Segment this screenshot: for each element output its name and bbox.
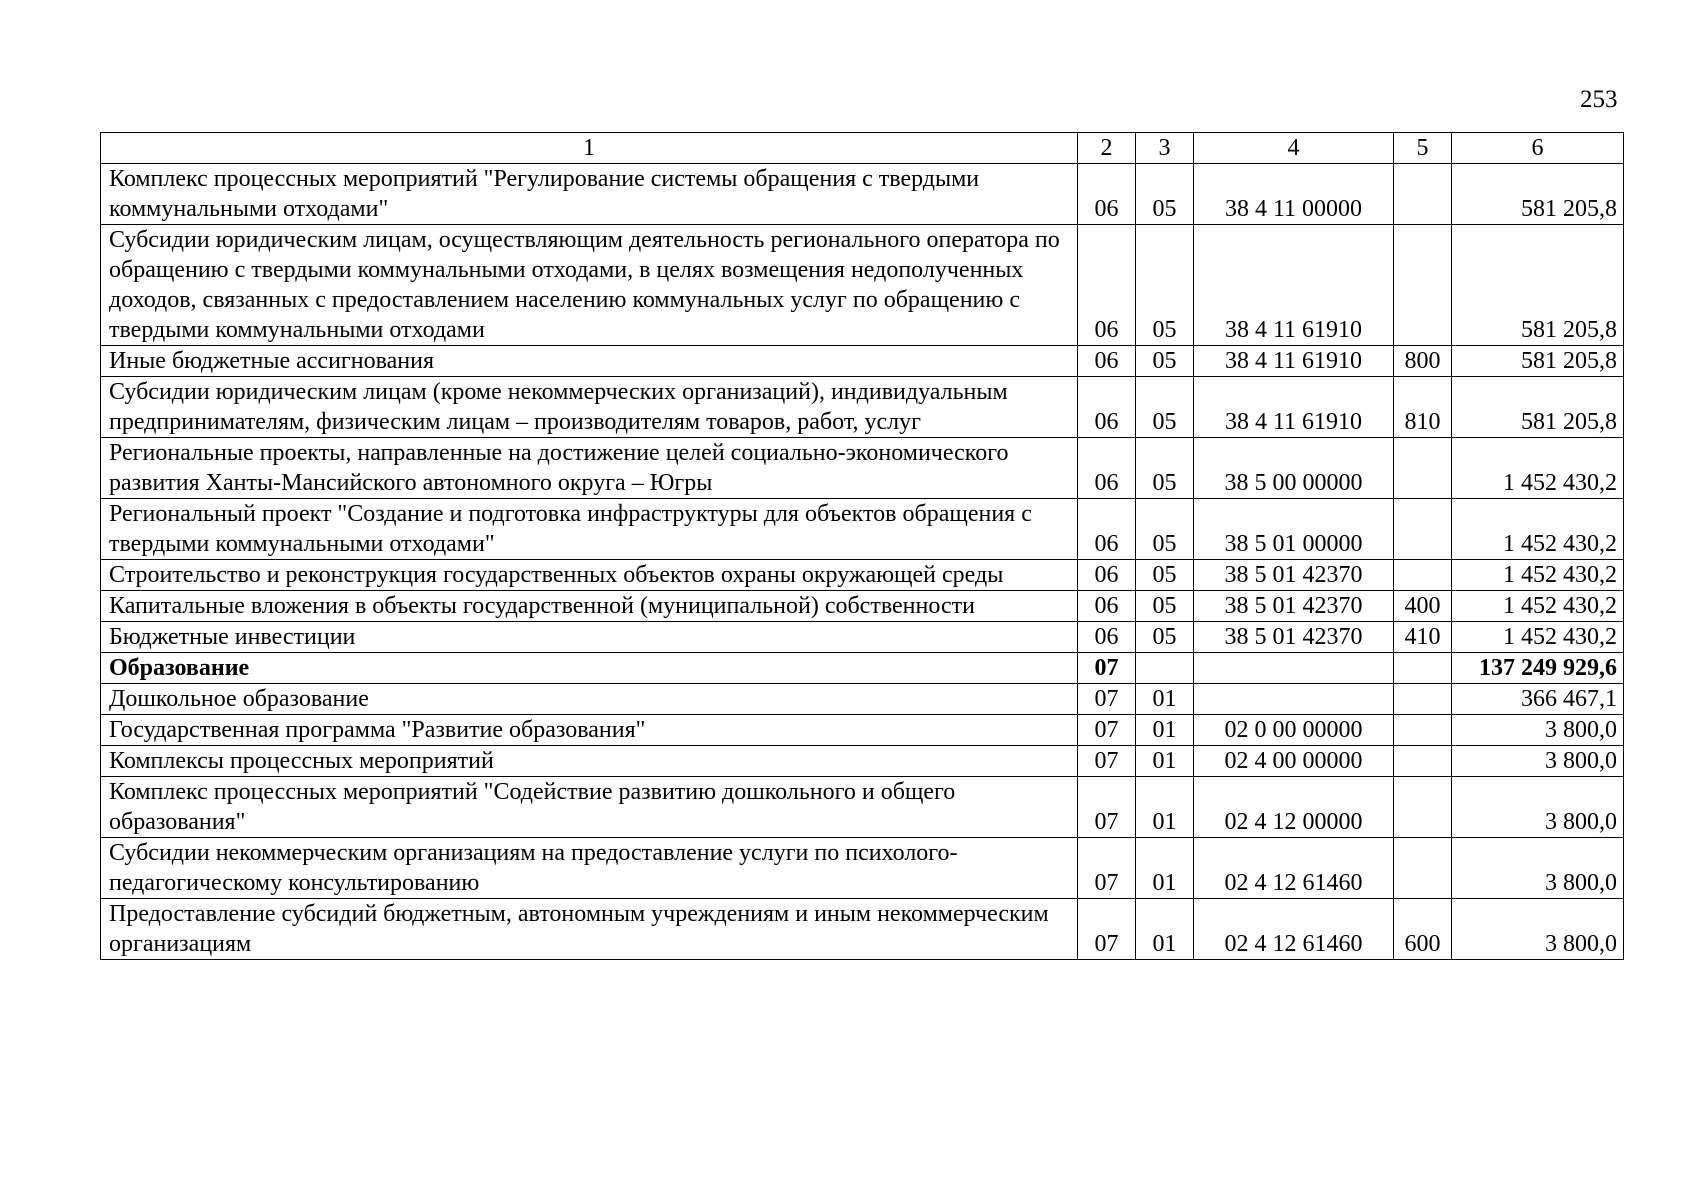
row-subsection: 01 (1136, 899, 1194, 960)
row-section: 07 (1078, 684, 1136, 715)
row-subsection: 05 (1136, 438, 1194, 499)
row-subsection: 01 (1136, 684, 1194, 715)
header-cell-3: 3 (1136, 133, 1194, 164)
row-name: Предоставление субсидий бюджетным, автономным учреждениям и иным некоммерческим организациям (101, 899, 1078, 960)
row-subsection: 05 (1136, 622, 1194, 653)
row-expense-type (1394, 499, 1452, 560)
row-section: 07 (1078, 746, 1136, 777)
row-subsection: 01 (1136, 715, 1194, 746)
row-section: 06 (1078, 499, 1136, 560)
row-section: 06 (1078, 438, 1136, 499)
row-target-code: 38 4 11 61910 (1194, 225, 1394, 346)
row-target-code: 38 4 11 61910 (1194, 346, 1394, 377)
row-amount: 581 205,8 (1452, 377, 1624, 438)
row-expense-type: 800 (1394, 346, 1452, 377)
row-target-code: 38 4 11 00000 (1194, 164, 1394, 225)
row-amount: 1 452 430,2 (1452, 622, 1624, 653)
row-section: 06 (1078, 591, 1136, 622)
row-section: 06 (1078, 346, 1136, 377)
row-name: Субсидии некоммерческим организациям на предоставление услуги по психолого-педагогическому консультированию (101, 838, 1078, 899)
row-section: 06 (1078, 225, 1136, 346)
row-section: 06 (1078, 377, 1136, 438)
header-cell-4: 4 (1194, 133, 1394, 164)
row-name: Государственная программа "Развитие образования" (101, 715, 1078, 746)
row-subsection: 01 (1136, 838, 1194, 899)
row-expense-type: 600 (1394, 899, 1452, 960)
row-target-code: 38 5 01 00000 (1194, 499, 1394, 560)
table-row (101, 622, 1624, 653)
table-header-row (101, 133, 1624, 164)
table-row (101, 838, 1624, 899)
row-amount: 3 800,0 (1452, 899, 1624, 960)
row-amount: 3 800,0 (1452, 715, 1624, 746)
row-section: 07 (1078, 715, 1136, 746)
row-expense-type (1394, 684, 1452, 715)
row-amount: 1 452 430,2 (1452, 438, 1624, 499)
row-subsection: 05 (1136, 560, 1194, 591)
table-row (101, 560, 1624, 591)
row-name: Дошкольное образование (101, 684, 1078, 715)
row-name: Региональный проект "Создание и подготовка инфраструктуры для объектов обращения с твердыми коммунальными отходами" (101, 499, 1078, 560)
row-expense-type (1394, 838, 1452, 899)
row-expense-type (1394, 746, 1452, 777)
table-row (101, 225, 1624, 346)
table-row (101, 899, 1624, 960)
page-number: 253 (1580, 86, 1618, 113)
row-target-code: 02 4 12 61460 (1194, 838, 1394, 899)
row-subsection: 05 (1136, 346, 1194, 377)
header-cell-2: 2 (1078, 133, 1136, 164)
row-expense-type: 400 (1394, 591, 1452, 622)
row-expense-type (1394, 225, 1452, 346)
row-expense-type (1394, 777, 1452, 838)
row-target-code (1194, 653, 1394, 684)
row-subsection (1136, 653, 1194, 684)
row-expense-type (1394, 164, 1452, 225)
row-subsection: 01 (1136, 777, 1194, 838)
row-target-code: 38 5 01 42370 (1194, 622, 1394, 653)
row-amount: 366 467,1 (1452, 684, 1624, 715)
row-amount: 1 452 430,2 (1452, 591, 1624, 622)
budget-table (100, 132, 1624, 960)
table-row (101, 346, 1624, 377)
row-target-code: 38 5 01 42370 (1194, 560, 1394, 591)
row-target-code: 38 5 01 42370 (1194, 591, 1394, 622)
row-section: 07 (1078, 899, 1136, 960)
row-expense-type: 810 (1394, 377, 1452, 438)
header-cell-6: 6 (1452, 133, 1624, 164)
header-cell-1: 1 (101, 133, 1078, 164)
row-section: 07 (1078, 653, 1136, 684)
row-target-code: 02 0 00 00000 (1194, 715, 1394, 746)
row-expense-type (1394, 438, 1452, 499)
table-row (101, 715, 1624, 746)
row-target-code: 38 4 11 61910 (1194, 377, 1394, 438)
table-row (101, 591, 1624, 622)
table-row (101, 438, 1624, 499)
table-row (101, 684, 1624, 715)
row-subsection: 01 (1136, 746, 1194, 777)
row-section: 07 (1078, 838, 1136, 899)
row-amount: 581 205,8 (1452, 164, 1624, 225)
row-amount: 3 800,0 (1452, 838, 1624, 899)
row-target-code: 02 4 12 00000 (1194, 777, 1394, 838)
row-expense-type (1394, 560, 1452, 591)
row-section: 06 (1078, 560, 1136, 591)
row-target-code: 02 4 00 00000 (1194, 746, 1394, 777)
table-row (101, 377, 1624, 438)
row-target-code: 02 4 12 61460 (1194, 899, 1394, 960)
row-subsection: 05 (1136, 591, 1194, 622)
row-name: Комплекс процессных мероприятий "Содействие развитию дошкольного и общего образования" (101, 777, 1078, 838)
row-expense-type (1394, 715, 1452, 746)
row-amount: 1 452 430,2 (1452, 560, 1624, 591)
row-name: Бюджетные инвестиции (101, 622, 1078, 653)
table-row-section-heading (101, 653, 1624, 684)
row-name: Строительство и реконструкция государственных объектов охраны окружающей среды (101, 560, 1078, 591)
row-subsection: 05 (1136, 164, 1194, 225)
row-amount: 137 249 929,6 (1452, 653, 1624, 684)
row-section: 06 (1078, 622, 1136, 653)
row-subsection: 05 (1136, 377, 1194, 438)
row-subsection: 05 (1136, 225, 1194, 346)
row-name: Региональные проекты, направленные на достижение целей социально-экономического развития Ханты-Мансийского автономного округа – Югры (101, 438, 1078, 499)
header-cell-5: 5 (1394, 133, 1452, 164)
row-amount: 3 800,0 (1452, 746, 1624, 777)
row-section: 06 (1078, 164, 1136, 225)
row-name: Иные бюджетные ассигнования (101, 346, 1078, 377)
row-name: Комплексы процессных мероприятий (101, 746, 1078, 777)
row-amount: 3 800,0 (1452, 777, 1624, 838)
table-row (101, 164, 1624, 225)
row-expense-type: 410 (1394, 622, 1452, 653)
row-amount: 1 452 430,2 (1452, 499, 1624, 560)
row-name: Субсидии юридическим лицам, осуществляющим деятельность регионального оператора по обращению с твердыми коммунальными отходами, в целях возмещения недополученных доходов, связанных с предоставлением населению коммунальных услуг по обращению с твердыми коммунальными отходами (101, 225, 1078, 346)
table-row (101, 777, 1624, 838)
row-name: Субсидии юридическим лицам (кроме некоммерческих организаций), индивидуальным предпринимателям, физическим лицам – производителям товаров, работ, услуг (101, 377, 1078, 438)
row-subsection: 05 (1136, 499, 1194, 560)
row-amount: 581 205,8 (1452, 346, 1624, 377)
row-target-code: 38 5 00 00000 (1194, 438, 1394, 499)
row-target-code (1194, 684, 1394, 715)
row-section: 07 (1078, 777, 1136, 838)
row-amount: 581 205,8 (1452, 225, 1624, 346)
table-row (101, 499, 1624, 560)
row-name: Капитальные вложения в объекты государственной (муниципальной) собственности (101, 591, 1078, 622)
row-name: Комплекс процессных мероприятий "Регулирование системы обращения с твердыми коммунальными отходами" (101, 164, 1078, 225)
table-row (101, 746, 1624, 777)
row-name: Образование (101, 653, 1078, 684)
row-expense-type (1394, 653, 1452, 684)
